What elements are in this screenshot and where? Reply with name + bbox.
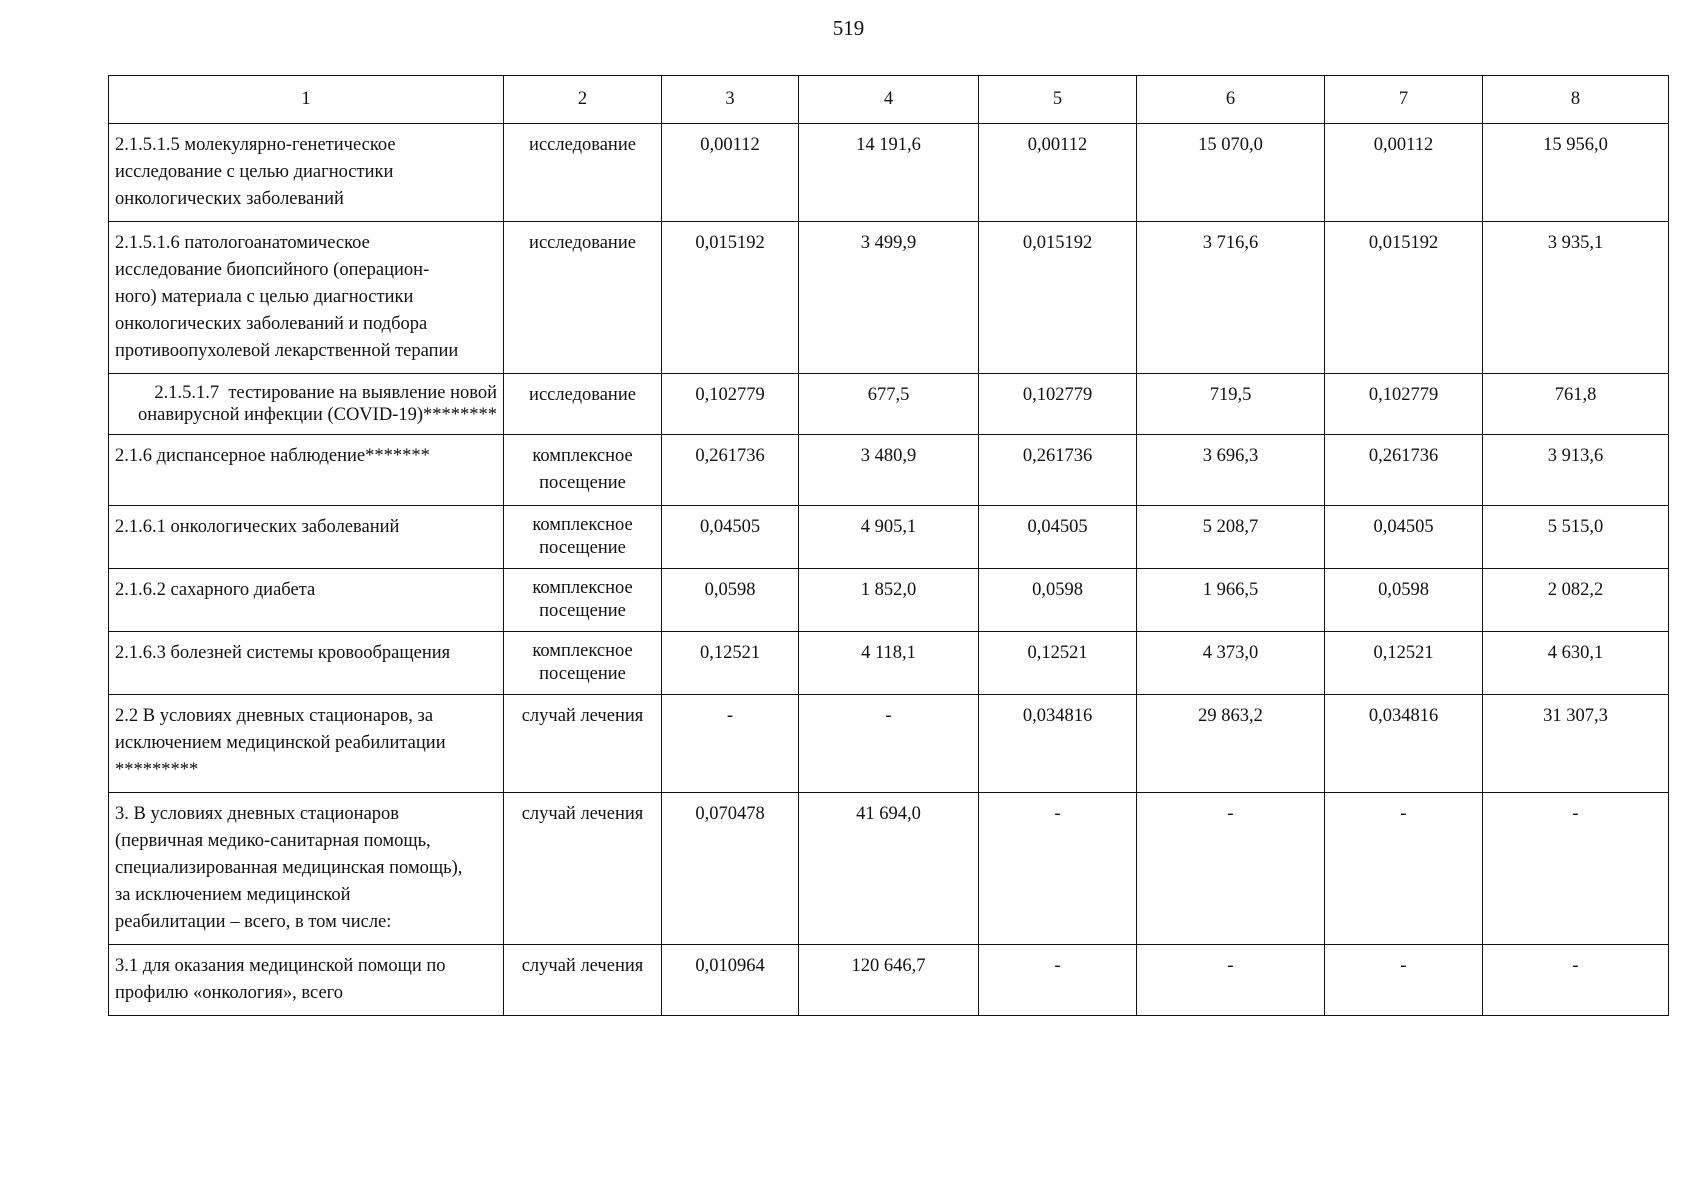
row-value-cell: 0,102779 — [662, 374, 799, 435]
row-value-cell: 1 966,5 — [1137, 569, 1325, 632]
row-value-cell: 0,034816 — [1325, 695, 1483, 793]
row-value-cell: - — [799, 695, 979, 793]
row-value-cell: 3 696,3 — [1137, 435, 1325, 506]
row-value-cell: 0,04505 — [1325, 506, 1483, 569]
row-value-cell: 0,0598 — [662, 569, 799, 632]
row-unit-cell: исследование — [504, 124, 662, 222]
table-row — [109, 695, 1669, 793]
row-value-cell: 3 480,9 — [799, 435, 979, 506]
row-value-cell: 761,8 — [1483, 374, 1669, 435]
row-value-cell: 5 208,7 — [1137, 506, 1325, 569]
row-value-cell: 4 630,1 — [1483, 632, 1669, 695]
row-value-cell: 677,5 — [799, 374, 979, 435]
row-value-cell: 2 082,2 — [1483, 569, 1669, 632]
row-value-cell: 0,102779 — [979, 374, 1137, 435]
row-value-cell: 0,070478 — [662, 793, 799, 945]
header-cell: 4 — [799, 76, 979, 124]
row-name-cell: 3.1 для оказания медицинской помощи по профилю «онкология», всего — [109, 945, 504, 1016]
document-table — [108, 75, 1669, 1016]
header-cell: 5 — [979, 76, 1137, 124]
row-value-cell: 3 499,9 — [799, 222, 979, 374]
row-value-cell: - — [1325, 793, 1483, 945]
row-value-cell: 0,12521 — [1325, 632, 1483, 695]
row-unit-cell: случай лечения — [504, 793, 662, 945]
row-value-cell: 0,12521 — [979, 632, 1137, 695]
row-unit-cell: исследование — [504, 222, 662, 374]
header-cell: 1 — [109, 76, 504, 124]
row-value-cell: 0,00112 — [979, 124, 1137, 222]
row-value-cell: 0,0598 — [979, 569, 1137, 632]
header-cell: 3 — [662, 76, 799, 124]
row-value-cell: 0,00112 — [1325, 124, 1483, 222]
row-name-cell: 2.1.5.1.7 тестирование на выявление новой онавирусной инфекции (COVID-19)******** — [109, 374, 504, 435]
row-value-cell: - — [979, 793, 1137, 945]
table-row — [109, 793, 1669, 945]
row-value-cell: 5 515,0 — [1483, 506, 1669, 569]
row-name-cell: 2.1.6.3 болезней системы кровообращения — [109, 632, 504, 695]
row-value-cell: 3 935,1 — [1483, 222, 1669, 374]
table-row — [109, 945, 1669, 1016]
table-row — [109, 222, 1669, 374]
row-value-cell: 3 716,6 — [1137, 222, 1325, 374]
row-value-cell: 0,261736 — [662, 435, 799, 506]
table-row — [109, 374, 1669, 435]
row-value-cell: 0,015192 — [662, 222, 799, 374]
row-value-cell: 0,015192 — [979, 222, 1137, 374]
row-value-cell: 15 956,0 — [1483, 124, 1669, 222]
row-value-cell: 0,00112 — [662, 124, 799, 222]
row-value-cell: 0,04505 — [979, 506, 1137, 569]
row-unit-cell: комплексное посещение — [504, 632, 662, 695]
header-cell: 7 — [1325, 76, 1483, 124]
header-cell: 2 — [504, 76, 662, 124]
page-number: 519 — [832, 16, 865, 40]
row-value-cell: - — [1483, 945, 1669, 1016]
table-row — [109, 124, 1669, 222]
row-unit-cell: комплексное посещение — [504, 506, 662, 569]
row-value-cell: 120 646,7 — [799, 945, 979, 1016]
row-value-cell: 3 913,6 — [1483, 435, 1669, 506]
row-value-cell: 0,010964 — [662, 945, 799, 1016]
row-value-cell: 0,12521 — [662, 632, 799, 695]
row-name-cell: 2.1.5.1.6 патологоанатомическое исследование биопсийного (операцион- ного) материала с целью диагностики онкологических заболеваний и подбора противоопухолевой лекарственной терапии — [109, 222, 504, 374]
row-value-cell: 15 070,0 — [1137, 124, 1325, 222]
row-value-cell: 0,261736 — [1325, 435, 1483, 506]
row-name-cell: 2.1.6.2 сахарного диабета — [109, 569, 504, 632]
row-name-cell: 3. В условиях дневных стационаров (первичная медико-санитарная помощь, специализированная медицинская помощь), за исключением медицинской реабилитации – всего, в том числе: — [109, 793, 504, 945]
table-row — [109, 632, 1669, 695]
row-value-cell: 4 373,0 — [1137, 632, 1325, 695]
row-value-cell: 719,5 — [1137, 374, 1325, 435]
row-value-cell: 29 863,2 — [1137, 695, 1325, 793]
row-unit-cell: комплексное посещение — [504, 569, 662, 632]
row-value-cell: - — [662, 695, 799, 793]
row-value-cell: 31 307,3 — [1483, 695, 1669, 793]
row-value-cell: - — [979, 945, 1137, 1016]
row-value-cell: 0,034816 — [979, 695, 1137, 793]
row-value-cell: 4 118,1 — [799, 632, 979, 695]
row-value-cell: 0,0598 — [1325, 569, 1483, 632]
row-value-cell: 0,015192 — [1325, 222, 1483, 374]
row-value-cell: 14 191,6 — [799, 124, 979, 222]
row-value-cell: 4 905,1 — [799, 506, 979, 569]
row-value-cell: 0,102779 — [1325, 374, 1483, 435]
row-unit-cell: комплексное посещение — [504, 435, 662, 506]
row-unit-cell: случай лечения — [504, 945, 662, 1016]
row-name-cell: 2.2 В условиях дневных стационаров, за исключением медицинской реабилитации ********* — [109, 695, 504, 793]
row-value-cell: 0,04505 — [662, 506, 799, 569]
table-row — [109, 435, 1669, 506]
row-name-cell: 2.1.6 диспансерное наблюдение******* — [109, 435, 504, 506]
row-value-cell: - — [1137, 793, 1325, 945]
row-value-cell: 41 694,0 — [799, 793, 979, 945]
table-row — [109, 506, 1669, 569]
row-name-cell: 2.1.5.1.5 молекулярно-генетическое исследование с целью диагностики онкологических заболеваний — [109, 124, 504, 222]
row-name-cell: 2.1.6.1 онкологических заболеваний — [109, 506, 504, 569]
row-value-cell: - — [1137, 945, 1325, 1016]
table-header-row — [109, 76, 1669, 124]
header-cell: 6 — [1137, 76, 1325, 124]
row-value-cell: 0,261736 — [979, 435, 1137, 506]
row-unit-cell: случай лечения — [504, 695, 662, 793]
row-value-cell: 1 852,0 — [799, 569, 979, 632]
row-unit-cell: исследование — [504, 374, 662, 435]
header-cell: 8 — [1483, 76, 1669, 124]
row-value-cell: - — [1325, 945, 1483, 1016]
row-value-cell: - — [1483, 793, 1669, 945]
table-row — [109, 569, 1669, 632]
